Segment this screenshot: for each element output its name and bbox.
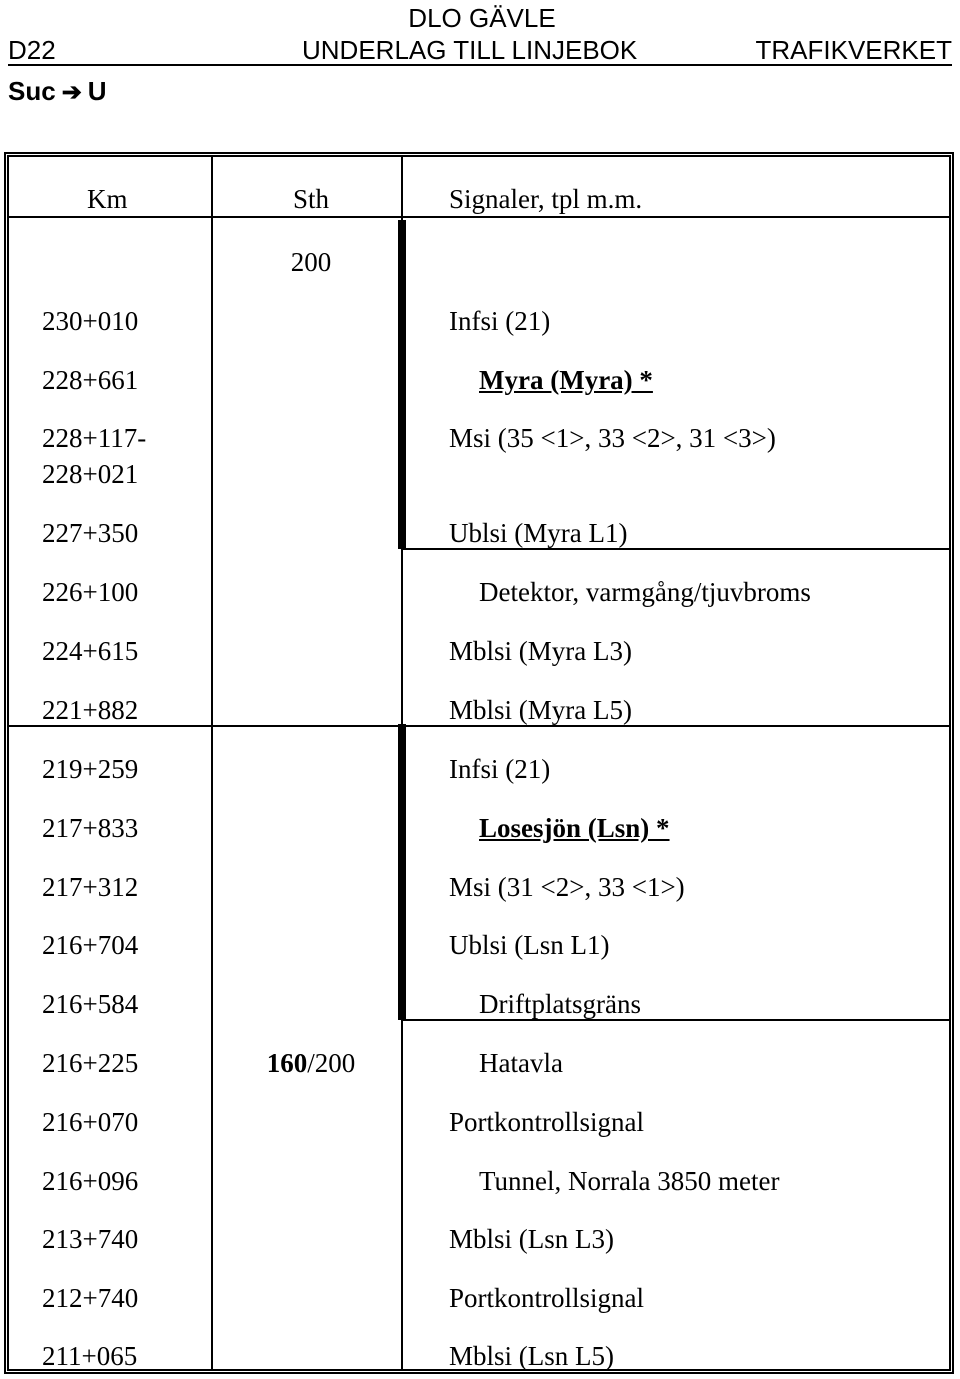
line-table	[4, 152, 954, 1374]
column-divider-km	[211, 157, 213, 1369]
signal-text: Driftplatsgräns	[479, 989, 641, 1019]
column-header-sth: Sth	[292, 184, 330, 214]
km-value: 228+661	[42, 365, 139, 395]
km-value: 221+882	[42, 695, 139, 725]
signal-text: Ublsi (Lsn L1)	[449, 930, 610, 960]
km-value: 217+312	[42, 872, 139, 902]
direction-from: Suc	[8, 76, 56, 106]
km-value: 212+740	[42, 1283, 139, 1313]
km-value: 219+259	[42, 754, 139, 784]
document-title: DLO GÄVLE	[408, 3, 556, 33]
signal-text: Tunnel, Norrala 3850 meter	[479, 1166, 780, 1196]
signal-text: Mblsi (Myra L5)	[449, 695, 632, 725]
signal-text: Msi (35 <1>, 33 <2>, 31 <3>)	[449, 423, 776, 453]
km-value: 216+070	[42, 1107, 139, 1137]
km-value: 224+615	[42, 636, 139, 666]
signal-text: Hatavla	[479, 1048, 563, 1078]
signal-text: Infsi (21)	[449, 306, 551, 336]
km-value: 226+100	[42, 577, 139, 607]
km-value: 211+065	[42, 1341, 138, 1371]
km-value: 228+117-	[42, 423, 147, 453]
station-name: Myra (Myra) *	[479, 365, 653, 395]
station-bar-losesjon	[398, 724, 406, 1020]
km-value: 216+704	[42, 930, 139, 960]
direction-label	[8, 76, 107, 108]
signal-text: Portkontrollsignal	[449, 1107, 644, 1137]
line-code: D22	[8, 35, 56, 65]
km-value: 216+096	[42, 1166, 139, 1196]
sth-value-rest: /200	[307, 1048, 356, 1078]
km-value: 213+740	[42, 1224, 139, 1254]
signal-text: Infsi (21)	[449, 754, 551, 784]
section-divider	[401, 1019, 949, 1021]
km-value: 230+010	[42, 306, 139, 336]
signal-text: Mblsi (Lsn L3)	[449, 1224, 614, 1254]
sth-value: 200	[290, 247, 332, 277]
sth-value	[215, 1048, 407, 1078]
section-divider	[401, 548, 949, 550]
column-header-signals: Signaler, tpl m.m.	[449, 184, 643, 214]
signal-text: Ublsi (Myra L1)	[449, 518, 628, 548]
signal-text: Portkontrollsignal	[449, 1283, 644, 1313]
organization-name: TRAFIKVERKET	[755, 35, 952, 65]
section-divider	[9, 725, 949, 727]
column-header-km: Km	[87, 184, 128, 214]
signal-text: Mblsi (Lsn L5)	[449, 1341, 614, 1371]
right-arrow-icon: ➔	[61, 79, 82, 106]
signal-text: Msi (31 <2>, 33 <1>)	[449, 872, 685, 902]
direction-to: U	[87, 76, 107, 106]
sth-value-bold: 160	[266, 1048, 308, 1078]
km-value: 228+021	[42, 459, 139, 489]
station-name: Losesjön (Lsn) *	[479, 813, 670, 843]
km-value: 217+833	[42, 813, 139, 843]
signal-text: Mblsi (Myra L3)	[449, 636, 632, 666]
signal-text: Detektor, varmgång/tjuvbroms	[479, 577, 811, 607]
km-value: 216+584	[42, 989, 139, 1019]
document-subtitle: UNDERLAG TILL LINJEBOK	[302, 35, 638, 65]
km-value: 227+350	[42, 518, 139, 548]
km-value: 216+225	[42, 1048, 139, 1078]
header-divider	[9, 216, 949, 218]
header-rule	[8, 64, 952, 66]
